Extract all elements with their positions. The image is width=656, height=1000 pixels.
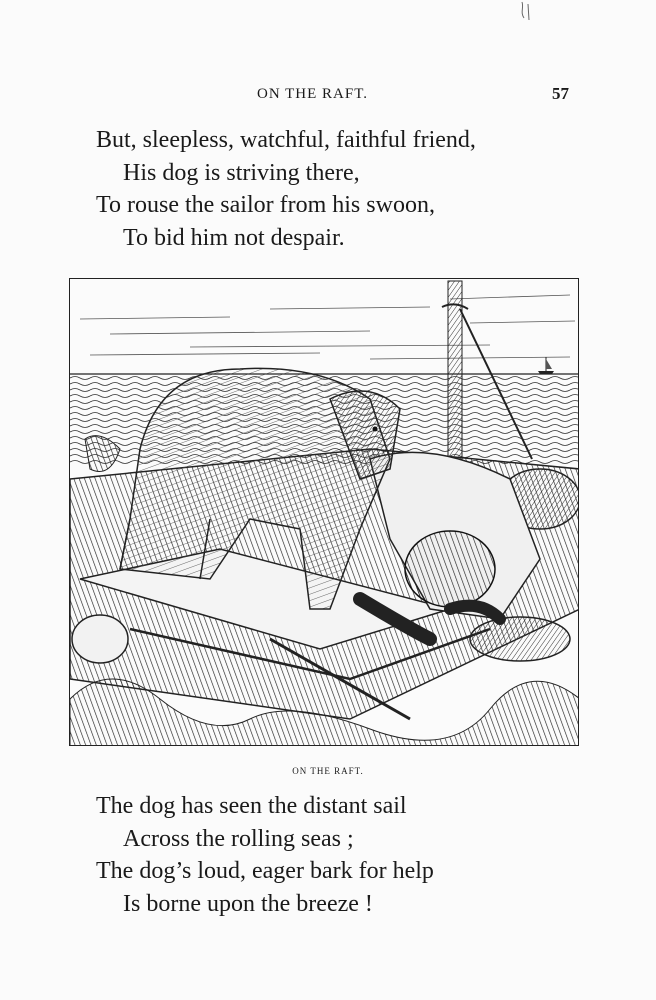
verse-line: Is borne upon the breeze !: [123, 890, 373, 917]
stanza-2: [96, 790, 434, 920]
page-number: 57: [552, 84, 569, 103]
verse-line: The dog has seen the distant sail: [96, 793, 407, 819]
illustration-caption: ON THE RAFT.: [292, 766, 364, 776]
verse-line: The dog’s loud, eager bark for help: [96, 858, 434, 884]
verse-line: His dog is striving there,: [123, 159, 360, 186]
verse-line: To rouse the sailor from his swoon,: [96, 192, 435, 218]
verse-line: To bid him not despair.: [123, 224, 345, 251]
page-corner-mark: [516, 0, 536, 24]
verse-line: Across the rolling seas ;: [123, 825, 354, 852]
running-head: ON THE RAFT.: [257, 86, 369, 102]
stanza-1: [96, 124, 476, 254]
verse-line: But, sleepless, watchful, faithful friend,: [96, 127, 476, 153]
illustration-on-the-raft: [69, 278, 579, 746]
